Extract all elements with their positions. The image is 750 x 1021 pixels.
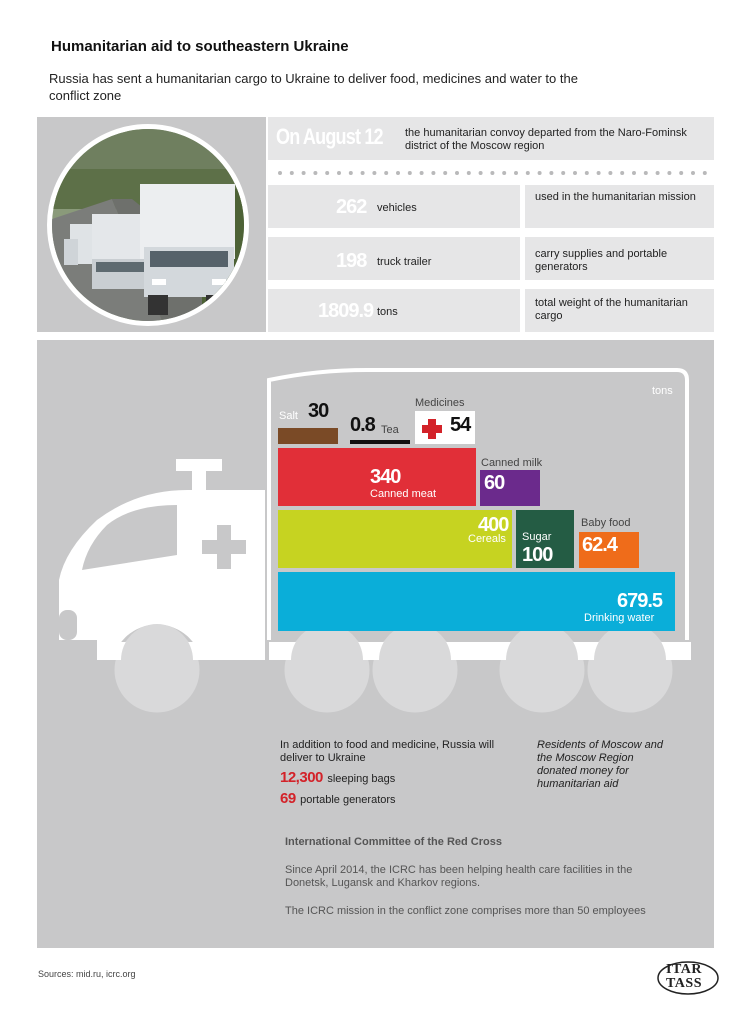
divider-dot <box>608 171 612 175</box>
generators-label: portable generators <box>300 794 396 806</box>
divider-dot <box>679 171 683 175</box>
icrc-paragraph-2: The ICRC mission in the conflict zone comprises more than 50 employees <box>285 905 646 917</box>
tea-label: Tea <box>381 424 399 436</box>
divider-dot <box>384 171 388 175</box>
stat-label-vehicles: vehicles <box>377 202 417 214</box>
divider-dot <box>325 171 329 175</box>
stat-desc-trailers: carry supplies and portable generators <box>535 248 668 273</box>
baby-food-value: 62.4 <box>582 534 617 556</box>
cereals-value: 400 <box>478 514 509 536</box>
stat-label-trailers: truck trailer <box>377 256 432 268</box>
divider-dot <box>455 171 459 175</box>
drinking-water-value: 679.5 <box>617 590 663 612</box>
convoy-date: On August 12 <box>276 124 383 149</box>
tea-bar <box>350 440 410 444</box>
cab-cross-horizontal <box>202 540 246 554</box>
divider-dot <box>644 171 648 175</box>
additional-intro: In addition to food and medicine, Russia will deliver to Ukraine <box>280 739 495 764</box>
icrc-heading: International Committee of the Red Cross <box>285 836 502 848</box>
divider-dot <box>561 171 565 175</box>
salt-label: Salt <box>279 410 298 422</box>
generators-value: 69 <box>280 790 296 807</box>
divider-dot <box>396 171 400 175</box>
sugar-label: Sugar <box>522 531 552 543</box>
stat-value-trailers: 198 <box>336 250 367 272</box>
canned-meat-label: Canned meat <box>370 488 437 500</box>
drinking-water-label: Drinking water <box>584 612 655 624</box>
logo-line-2: TASS <box>666 976 702 991</box>
divider-dot <box>514 171 518 175</box>
divider-dot <box>502 171 506 175</box>
sleeping-bags-label: sleeping bags <box>327 773 396 785</box>
sources-note: Sources: mid.ru, icrc.org <box>38 969 136 979</box>
convoy-photo <box>47 124 249 326</box>
cereals-label: Cereals <box>468 533 506 545</box>
icrc-paragraph-1: Since April 2014, the ICRC has been helping health care facilities in the Donetsk, Lugansk and Kharkov regions. <box>285 864 633 889</box>
canned-milk-label: Canned milk <box>481 457 543 469</box>
divider-dot <box>549 171 553 175</box>
divider-dot <box>278 171 282 175</box>
divider-dot <box>526 171 530 175</box>
divider-dot <box>431 171 435 175</box>
divider-dot <box>443 171 447 175</box>
divider-dot <box>420 171 424 175</box>
cargo-unit-label: tons <box>652 385 673 397</box>
divider-dot <box>632 171 636 175</box>
cab-light-stem <box>192 471 206 491</box>
salt-value: 30 <box>308 400 329 422</box>
sugar-value: 100 <box>522 544 553 566</box>
truck-convoy-illustration <box>52 129 244 321</box>
red-cross-icon <box>422 419 442 439</box>
divider-dot <box>408 171 412 175</box>
divider-dot <box>667 171 671 175</box>
divider-dot <box>337 171 341 175</box>
stat-desc-vehicles: used in the humanitarian mission <box>535 191 696 203</box>
divider-dot <box>620 171 624 175</box>
divider-dot <box>467 171 471 175</box>
canned-meat-value: 340 <box>370 466 401 488</box>
stat-desc-tons: total weight of the humanitarian cargo <box>535 297 688 322</box>
divider-dot <box>585 171 589 175</box>
stat-value-vehicles: 262 <box>336 196 367 218</box>
canned-milk-value: 60 <box>484 472 505 494</box>
convoy-description: the humanitarian convoy departed from the Naro-Fominsk district of the Moscow region <box>405 127 687 152</box>
divider-dot <box>691 171 695 175</box>
residents-note: Residents of Moscow and the Moscow Region donated money for humanitarian aid <box>537 739 663 790</box>
stat-label-tons: tons <box>377 306 398 318</box>
baby-food-label: Baby food <box>581 517 631 529</box>
divider-dot <box>290 171 294 175</box>
divider-dot <box>302 171 306 175</box>
divider-dot <box>372 171 376 175</box>
divider-dot <box>573 171 577 175</box>
divider-dot <box>656 171 660 175</box>
salt-bar <box>278 428 338 444</box>
divider-dot <box>703 171 707 175</box>
itar-tass-logo <box>656 960 720 996</box>
stat-value-tons: 1809.9 <box>318 300 374 322</box>
divider-dot <box>361 171 365 175</box>
medicines-label: Medicines <box>415 397 465 409</box>
divider-dot <box>313 171 317 175</box>
divider-dot <box>597 171 601 175</box>
medicines-value: 54 <box>450 414 471 436</box>
logo-line-1: ITAR <box>666 962 702 977</box>
cab-headlight <box>59 610 77 640</box>
page-title: Humanitarian aid to southeastern Ukraine <box>51 38 349 55</box>
sleeping-bags-row <box>280 769 395 787</box>
tea-value: 0.8 <box>350 414 375 436</box>
divider-dot <box>349 171 353 175</box>
sleeping-bags-value: 12,300 <box>280 769 323 786</box>
generators-row <box>280 790 396 808</box>
cab-roof-light <box>176 459 222 471</box>
dotted-divider <box>276 166 712 180</box>
divider-dot <box>479 171 483 175</box>
divider-dot <box>538 171 542 175</box>
divider-dot <box>490 171 494 175</box>
page-subtitle: Russia has sent a humanitarian cargo to Ukraine to deliver food, medicines and water to the conflict zone <box>49 71 578 103</box>
